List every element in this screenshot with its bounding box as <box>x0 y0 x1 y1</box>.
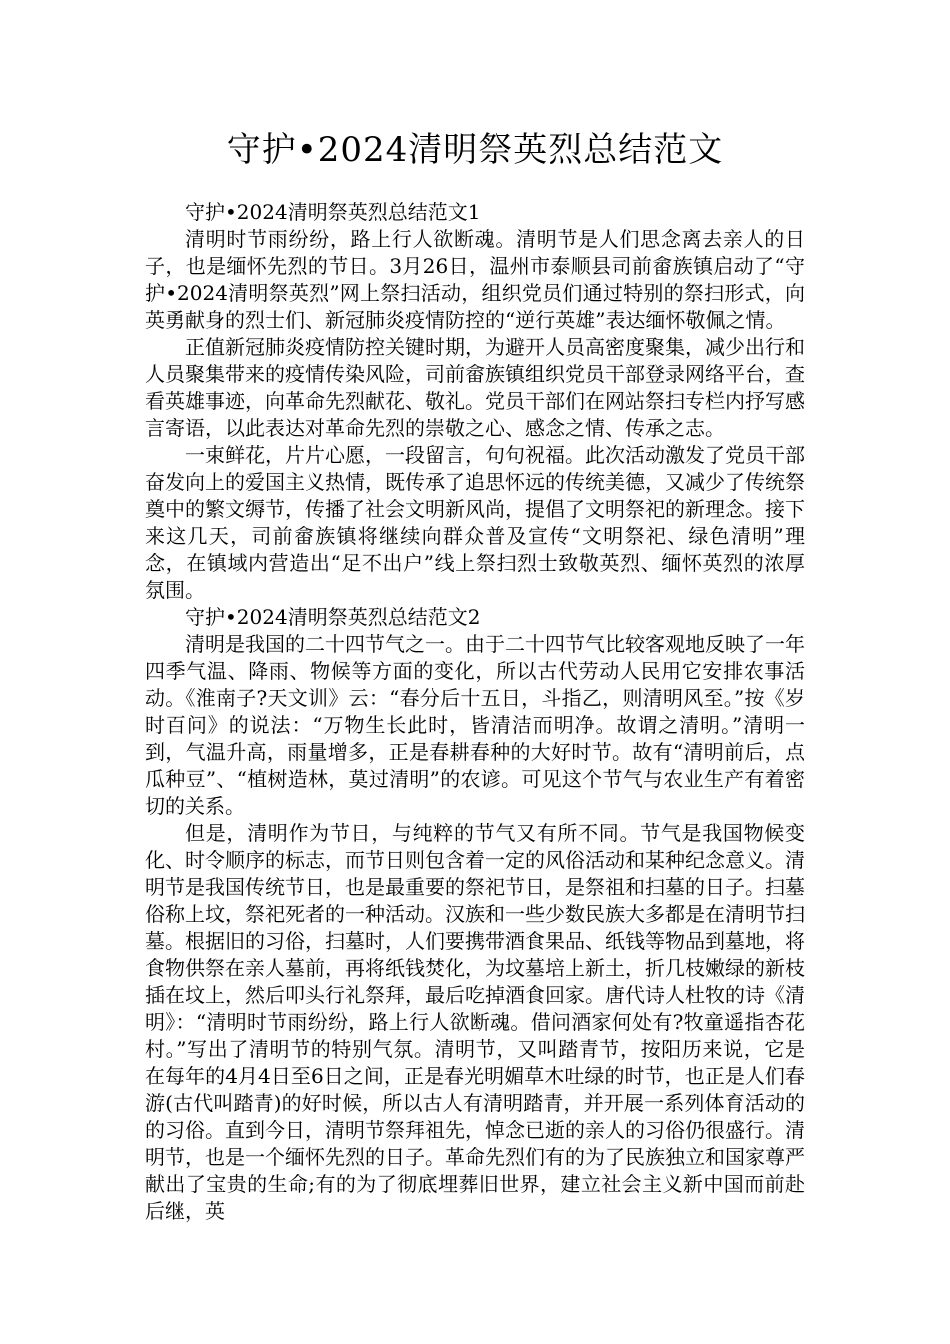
paragraph: 正值新冠肺炎疫情防控关键时期，为避开人员高密度聚集，减少出行和人员聚集带来的疫情传染风险，司前畲族镇组织党员干部登录网络平台，查看英雄事迹，向革命先烈献花、敬礼。党员干部们在网站祭扫专栏内抒写感言寄语，以此表达对革命先烈的崇敬之心、感念之情、传承之志。 <box>145 335 805 440</box>
document-body <box>145 199 805 1225</box>
section-heading-1: 守护•2024清明祭英烈总结范文1 <box>185 200 481 224</box>
paragraph: 一束鲜花，片片心愿，一段留言，句句祝福。此次活动激发了党员干部奋发向上的爱国主义热情，既传承了追思怀远的传统美德，又减少了传统祭奠中的繁文缛节，传播了社会文明新风尚，提倡了文明祭祀的新理念。接下来这几天，司前畲族镇将继续向群众普及宣传“文明祭祀、绿色清明”理念，在镇域内营造出“足不出户”线上祭扫烈士致敬英烈、缅怀英烈的浓厚氛围。 <box>145 443 805 602</box>
section-heading-2: 守护•2024清明祭英烈总结范文2 <box>185 605 481 629</box>
paragraph: 清明时节雨纷纷，路上行人欲断魂。清明节是人们思念离去亲人的日子，也是缅怀先烈的节日。3月26日，温州市泰顺县司前畲族镇启动了“守护•2024清明祭英烈”网上祭扫活动，组织党员们通过特别的祭扫形式，向英勇献身的烈士们、新冠肺炎疫情防控的“逆行英雄”表达缅怀敬佩之情。 <box>145 227 805 332</box>
paragraph: 清明是我国的二十四节气之一。由于二十四节气比较客观地反映了一年四季气温、降雨、物候等方面的变化，所以古代劳动人民用它安排农事活动。《淮南子?天文训》云：“春分后十五日，斗指乙，则清明风至。”按《岁时百问》的说法：“万物生长此时，皆清洁而明净。故谓之清明。”清明一到，气温升高，雨量增多，正是春耕春种的大好时节。故有“清明前后，点瓜种豆”、“植树造林，莫过清明”的农谚。可见这个节气与农业生产有着密切的关系。 <box>145 632 805 818</box>
document-title: 守护•2024清明祭英烈总结范文 <box>226 130 724 170</box>
paragraph: 但是，清明作为节日，与纯粹的节气又有所不同。节气是我国物候变化、时令顺序的标志，而节日则包含着一定的风俗活动和某种纪念意义。清明节是我国传统节日，也是最重要的祭祀节日，是祭祖和扫墓的日子。扫墓俗称上坟，祭祀死者的一种活动。汉族和一些少数民族大多都是在清明节扫墓。根据旧的习俗，扫墓时，人们要携带酒食果品、纸钱等物品到墓地，将食物供祭在亲人墓前，再将纸钱焚化，为坟墓培上新土，折几枝嫩绿的新枝插在坟上，然后叩头行礼祭拜，最后吃掉酒食回家。唐代诗人杜牧的诗《清明》：“清明时节雨纷纷，路上行人欲断魂。借问酒家何处有?牧童遥指杏花村。”写出了清明节的特别气氛。清明节，又叫踏青节，按阳历来说，它是在每年的4月4日至6日之间，正是春光明媚草木吐绿的时节，也正是人们春游(古代叫踏青)的好时候，所以古人有清明踏青，并开展一系列体育活动的的习俗。直到今日，清明节祭拜祖先，悼念已逝的亲人的习俗仍很盛行。清明节，也是一个缅怀先烈的日子。革命先烈们有的为了民族独立和国家尊严献出了宝贵的生命;有的为了彻底埋葬旧世界，建立社会主义新中国而前赴后继，英 <box>145 821 805 1223</box>
